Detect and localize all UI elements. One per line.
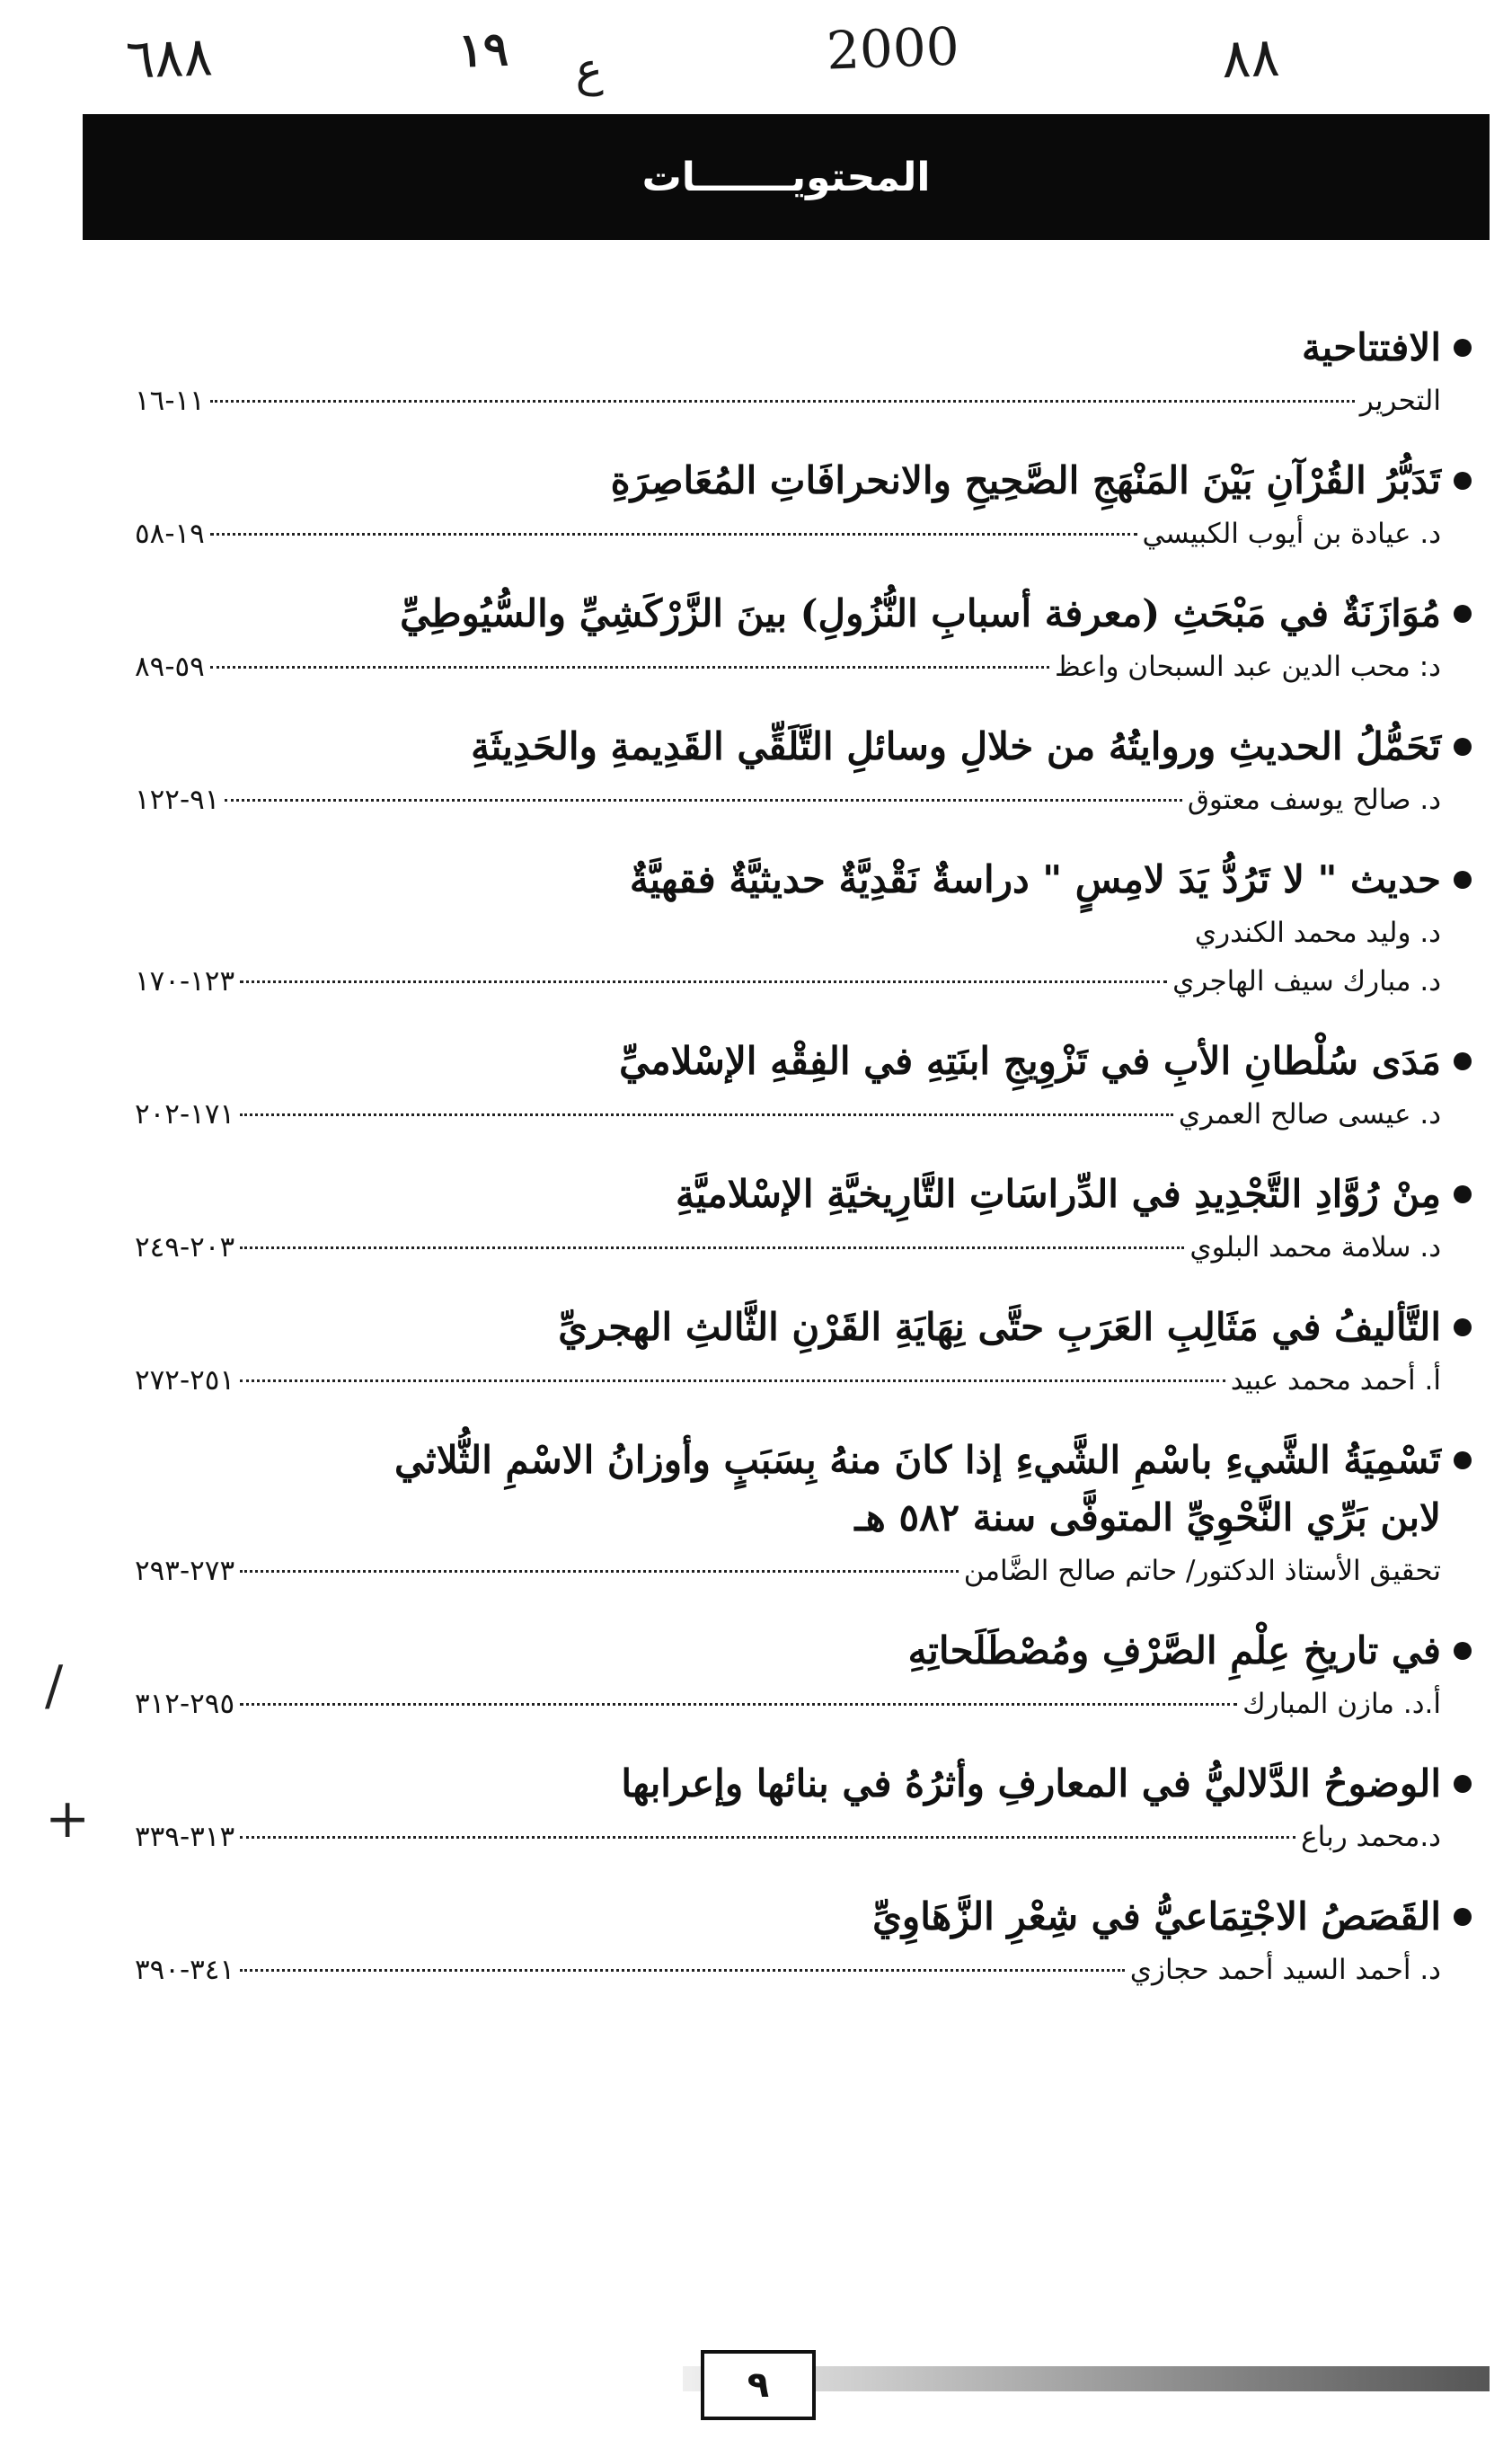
author-name: د.محمد رباع bbox=[1301, 1821, 1441, 1853]
bullet-icon bbox=[1454, 472, 1472, 490]
handwritten-checkmark: / bbox=[45, 1654, 64, 1717]
entry-title[interactable] bbox=[135, 1033, 1472, 1090]
entry-title-text: مِنْ رُوَّادِ التَّجْدِيدِ في الدِّراسَاتِ التَّارِيخيَّةِ الإسْلاميَّةِ bbox=[675, 1172, 1441, 1216]
dot-leader bbox=[210, 666, 1049, 669]
page-number-box bbox=[701, 2350, 816, 2420]
page-range: ٢٥١-٢٧٢ bbox=[135, 1364, 235, 1397]
author-line bbox=[45, 1654, 1472, 1728]
toc-entry[interactable] bbox=[45, 1755, 1472, 1861]
dot-leader bbox=[240, 1379, 1225, 1382]
toc-entry[interactable] bbox=[135, 452, 1472, 558]
author-line bbox=[135, 1223, 1472, 1272]
page-range: ٢٠٣-٢٤٩ bbox=[135, 1231, 235, 1264]
bullet-icon bbox=[1454, 1318, 1472, 1336]
author-name: د. أحمد السيد أحمد حجازي bbox=[1129, 1954, 1441, 1986]
handwritten-note-5: ٦٨٨ bbox=[124, 25, 214, 92]
bullet-icon bbox=[1454, 1451, 1472, 1469]
handwritten-annotations bbox=[0, 15, 1512, 108]
author-line bbox=[135, 1356, 1472, 1405]
toc-entry[interactable] bbox=[135, 851, 1472, 1006]
author-name: د: محب الدين عبد السبحان واعظ bbox=[1054, 651, 1441, 683]
author-line bbox=[135, 1547, 1472, 1595]
page-range: ١١-١٦ bbox=[135, 385, 205, 417]
dot-leader bbox=[240, 1969, 1125, 1972]
author-name: أ. أحمد محمد عبيد bbox=[1230, 1364, 1441, 1397]
page-range: ٢٩٥-٣١٢ bbox=[135, 1688, 235, 1720]
bullet-icon bbox=[1454, 1052, 1472, 1070]
author-name: د. صالح يوسف معتوق bbox=[1187, 784, 1441, 816]
handwritten-note-1: ٨٨ bbox=[1220, 25, 1281, 92]
bullet-icon bbox=[1454, 1775, 1472, 1793]
author-name: د. عيادة بن أيوب الكبيسي bbox=[1142, 518, 1441, 550]
entry-title-text: القَصَصُ الاجْتِمَاعيُّ في شِعْرِ الزَّهَاوِيِّ bbox=[872, 1894, 1441, 1938]
dot-leader bbox=[240, 1113, 1173, 1116]
entry-title[interactable] bbox=[135, 1888, 1472, 1946]
handwritten-note-4: 2000 bbox=[825, 15, 960, 82]
author-name: تحقيق الأستاذ الدكتور/ حاتم صالح الضَّامن bbox=[963, 1555, 1441, 1587]
author-line bbox=[135, 643, 1472, 691]
author-line bbox=[135, 957, 1472, 1006]
handwritten-note-2: ١٩ bbox=[456, 22, 509, 78]
entry-title-text: تَسْمِيَةُ الشَّيءِ باسْمِ الشَّيءِ إذا كانَ منهُ بِسَبَبٍ وأوزانُ الاسْمِ الثُّلاثي bbox=[394, 1438, 1441, 1482]
bullet-icon bbox=[1454, 1642, 1472, 1660]
dot-leader bbox=[240, 1246, 1184, 1249]
entry-title-text: حديث " لا تَرُدُّ يَدَ لامِسٍ " دراسةٌ نَقْدِيَّةٌ حديثيَّةٌ فقهيَّةٌ bbox=[629, 857, 1441, 901]
handwritten-note-3: ع bbox=[573, 42, 605, 98]
dot-leader bbox=[210, 533, 1137, 536]
author-line bbox=[45, 1787, 1472, 1861]
author-line bbox=[135, 377, 1472, 425]
handwritten-checkmark: + bbox=[45, 1787, 91, 1850]
page-range: ٣٤١-٣٩٠ bbox=[135, 1954, 235, 1986]
page-number: ٩ bbox=[747, 2364, 770, 2406]
bullet-icon bbox=[1454, 605, 1472, 623]
author-line bbox=[135, 1946, 1472, 1994]
dot-leader bbox=[225, 799, 1181, 802]
author-line bbox=[135, 776, 1472, 824]
toc-entry[interactable] bbox=[135, 1432, 1472, 1595]
entry-title[interactable] bbox=[135, 851, 1472, 909]
author-line bbox=[135, 510, 1472, 558]
entry-title[interactable] bbox=[135, 319, 1472, 377]
entry-title-text: التَّأليفُ في مَثَالِبِ العَرَبِ حتَّى نِهَايَةِ القَرْنِ الثَّالثِ الهجريِّ bbox=[558, 1305, 1441, 1349]
table-of-contents bbox=[45, 319, 1472, 2021]
entry-title-text: الوضوحُ الدَّلاليُّ في المعارفِ وأثرُهُ في بنائها وإعرابها bbox=[621, 1761, 1441, 1805]
toc-entry[interactable] bbox=[135, 1888, 1472, 1994]
author-name: التحرير bbox=[1359, 385, 1441, 417]
toc-entry[interactable] bbox=[135, 1166, 1472, 1272]
dot-leader bbox=[240, 1703, 1237, 1706]
bullet-icon bbox=[1454, 738, 1472, 756]
entry-title-text: مَدَى سُلْطانِ الأبِ في تَزْوِيجِ ابنَتِهِ في الفِقْهِ الإسْلاميِّ bbox=[619, 1039, 1441, 1083]
bullet-icon bbox=[1454, 339, 1472, 357]
bullet-icon bbox=[1454, 1908, 1472, 1926]
toc-entry[interactable] bbox=[135, 1299, 1472, 1405]
dot-leader bbox=[240, 1570, 959, 1573]
toc-entry[interactable] bbox=[45, 1622, 1472, 1728]
toc-entry[interactable] bbox=[135, 1033, 1472, 1139]
toc-entry[interactable] bbox=[135, 319, 1472, 425]
entry-title[interactable] bbox=[135, 585, 1472, 643]
entry-title[interactable] bbox=[135, 1166, 1472, 1223]
bullet-icon bbox=[1454, 1185, 1472, 1203]
contents-header-bar bbox=[83, 114, 1490, 240]
page-range: ٥٩-٨٩ bbox=[135, 651, 205, 683]
page-range: ٣١٣-٣٣٩ bbox=[135, 1821, 235, 1853]
dot-leader bbox=[210, 400, 1355, 403]
dot-leader bbox=[240, 980, 1167, 983]
author-line bbox=[135, 1090, 1472, 1139]
page-range: ٢٧٣-٢٩٣ bbox=[135, 1555, 235, 1587]
entry-title[interactable] bbox=[135, 1755, 1472, 1813]
entry-title-text: تَحَمُّلُ الحديثِ وروايتُهُ من خلالِ وسائلِ التَّلَقِّي القَدِيمةِ والحَدِيثَةِ bbox=[471, 724, 1441, 768]
toc-entry[interactable] bbox=[135, 585, 1472, 691]
author-line bbox=[135, 909, 1472, 957]
entry-title[interactable] bbox=[135, 1622, 1472, 1680]
page-range: ١٧١-٢٠٢ bbox=[135, 1098, 235, 1131]
author-name: د. مبارك سيف الهاجري bbox=[1172, 965, 1441, 998]
page-range: ١٢٣-١٧٠ bbox=[135, 965, 235, 998]
entry-title[interactable] bbox=[135, 1432, 1472, 1489]
entry-title-text: مُوَازَنَةٌ في مَبْحَثِ (معرفة أسبابِ النُّزُولِ) بينَ الزَّرْكَشِيِّ والسُّيُوطِيِّ bbox=[400, 591, 1441, 635]
entry-title-text: الافتتاحية bbox=[1302, 325, 1441, 369]
entry-title-continuation bbox=[135, 1489, 1472, 1547]
entry-title-text: تَدَبُّرُ القُرْآنِ بَيْنَ المَنْهَجِ الصَّحِيحِ والانحرافَاتِ المُعَاصِرَةِ bbox=[610, 458, 1441, 502]
page-title: المحتويـــــــات bbox=[641, 154, 931, 200]
page-range: ٩١-١٢٢ bbox=[135, 784, 220, 816]
entry-title-text-2: لابن بَرِّي النَّحْوِيِّ المتوفَّى سنة ٥٨٢ هـ bbox=[854, 1495, 1441, 1539]
entry-title[interactable] bbox=[135, 1299, 1472, 1356]
page-range: ١٩-٥٨ bbox=[135, 518, 205, 550]
toc-entry[interactable] bbox=[135, 718, 1472, 824]
dot-leader bbox=[240, 1836, 1295, 1839]
entry-title[interactable] bbox=[135, 452, 1472, 510]
entry-title[interactable] bbox=[135, 718, 1472, 776]
entry-title-text: في تاريخِ عِلْمِ الصَّرْفِ ومُصْطَلَحاتِهِ bbox=[907, 1628, 1441, 1672]
author-name: د. عيسى صالح العمري bbox=[1178, 1098, 1441, 1131]
author-name: د. سلامة محمد البلوي bbox=[1189, 1231, 1441, 1264]
author-name: أ.د. مازن المبارك bbox=[1242, 1688, 1441, 1720]
author-name: د. وليد محمد الكندري bbox=[1194, 917, 1441, 949]
bullet-icon bbox=[1454, 871, 1472, 889]
